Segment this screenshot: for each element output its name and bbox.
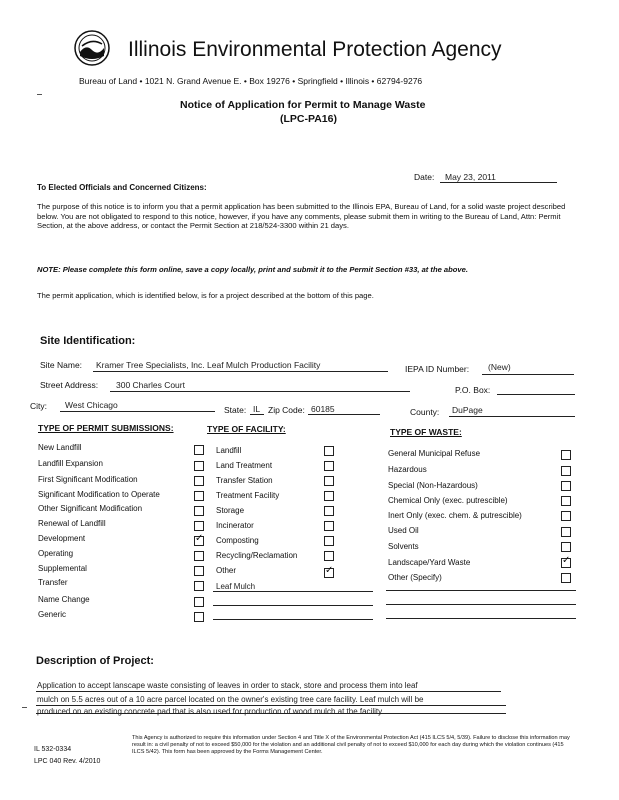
submission-label: Supplemental bbox=[38, 564, 87, 573]
waste-label: Used Oil bbox=[388, 526, 419, 535]
waste-label: Hazardous bbox=[388, 465, 427, 474]
city-value[interactable]: West Chicago bbox=[65, 400, 118, 410]
submission-label: Operating bbox=[38, 549, 74, 558]
waste-label: Special (Non-Hazardous) bbox=[388, 481, 478, 490]
zip-value[interactable]: 60185 bbox=[311, 404, 335, 414]
blank-line bbox=[386, 604, 576, 605]
permit-description-text: The permit application, which is identified below, is for a project described at the bottom of this page. bbox=[37, 291, 374, 300]
submission-checkbox[interactable] bbox=[194, 445, 204, 455]
note-text: NOTE: Please complete this form online, save a copy locally, print and submit it to the Permit Section #33, at the above. bbox=[37, 265, 468, 274]
iepa-id-label: IEPA ID Number: bbox=[405, 364, 470, 374]
city-label: City: bbox=[30, 401, 47, 411]
state-label: State: bbox=[224, 405, 247, 415]
city-line bbox=[60, 411, 215, 412]
agency-address: Bureau of Land • 1021 N. Grand Avenue E. • Box 19276 • Springfield • Illinois • 62794-9276 bbox=[79, 76, 423, 86]
facility-checkbox[interactable] bbox=[324, 551, 334, 561]
description-line: produced on an existing concrete pad that is also used for production of wood mulch at the facility. bbox=[37, 707, 384, 716]
submission-checkbox[interactable] bbox=[194, 521, 204, 531]
agency-name: Illinois Environmental Protection Agency bbox=[128, 38, 502, 61]
legal-notice: This Agency is authorized to require this information under Section 4 and Title X of the Environmental Protection Act (415 ILCS 5/4, 5/39). Failure to disclose this information may result in: a civil penalty of not to exceed $50,000 for the violation and an additional civil penalty of not to exceed $10,000 for each day during which the violation continues (415 ILCS 5/42). This form has been approved by the Forms Management Center. bbox=[132, 735, 570, 755]
iepa-id-value[interactable]: (New) bbox=[488, 362, 511, 372]
waste-label: Solvents bbox=[388, 542, 419, 551]
state-value[interactable]: IL bbox=[253, 404, 261, 414]
description-heading: Description of Project: bbox=[36, 655, 154, 667]
date-value: May 23, 2011 bbox=[445, 172, 496, 182]
submission-checkbox[interactable] bbox=[194, 581, 204, 591]
submission-checkbox[interactable] bbox=[194, 597, 204, 607]
site-name-label: Site Name: bbox=[40, 360, 83, 370]
submission-checkbox[interactable] bbox=[194, 476, 204, 486]
county-value[interactable]: DuPage bbox=[452, 405, 483, 415]
submission-checkbox[interactable] bbox=[194, 566, 204, 576]
submission-label: Transfer bbox=[38, 578, 68, 587]
form-subtitle: (LPC-PA16) bbox=[280, 113, 337, 125]
facility-label: Recycling/Reclamation bbox=[216, 551, 298, 560]
facility-checkbox[interactable] bbox=[324, 506, 334, 516]
facility-heading: TYPE OF FACILITY: bbox=[207, 424, 286, 434]
facility-checkbox[interactable] bbox=[324, 446, 334, 456]
waste-label: General Municipal Refuse bbox=[388, 449, 481, 458]
street-line bbox=[110, 391, 410, 392]
description-underline bbox=[36, 705, 506, 706]
facility-label: Incinerator bbox=[216, 521, 254, 530]
facility-other-line bbox=[213, 591, 373, 592]
waste-label: Inert Only (exec. chem. & putrescible) bbox=[388, 511, 522, 520]
pobox-line bbox=[497, 394, 575, 395]
margin-mark bbox=[37, 94, 42, 95]
facility-label: Storage bbox=[216, 506, 245, 515]
submission-label: Generic bbox=[38, 610, 67, 619]
description-line: Application to accept lanscape waste consisting of leaves in order to stack, store and process them into leaf bbox=[37, 681, 418, 690]
date-line bbox=[440, 182, 557, 183]
form-revision: LPC 040 Rev. 4/2010 bbox=[34, 758, 101, 765]
site-name-value[interactable]: Kramer Tree Specialists, Inc. Leaf Mulch Production Facility bbox=[96, 360, 321, 370]
street-label: Street Address: bbox=[40, 380, 99, 390]
waste-heading: TYPE OF WASTE: bbox=[390, 427, 462, 437]
waste-label: Other (Specify) bbox=[388, 573, 442, 582]
intro-paragraph: The purpose of this notice is to inform you that a permit application has been submitted to the Illinois EPA, Bureau of Land, for a solid waste project described below. You are not obligated to respond to this notice, however, if you have any comments, please submit them in writing to the Bureau of Land, Attn: Permit Section, at the above address, or contact the Permit Section at 218/524-3300 within 21 days. bbox=[37, 202, 566, 230]
check-mark-icon: ✓ bbox=[195, 533, 204, 544]
facility-checkbox[interactable] bbox=[324, 491, 334, 501]
facility-label: Landfill bbox=[216, 446, 242, 455]
zip-label: Zip Code: bbox=[268, 405, 305, 415]
submission-label: Other Significant Modification bbox=[38, 504, 143, 513]
state-line bbox=[250, 414, 264, 415]
pobox-label: P.O. Box: bbox=[455, 385, 491, 395]
facility-label: Other bbox=[216, 566, 237, 575]
submission-label: Name Change bbox=[38, 595, 90, 604]
check-mark-icon: ✓ bbox=[562, 555, 571, 566]
site-name-line bbox=[93, 371, 388, 372]
salutation: To Elected Officials and Concerned Citizens: bbox=[37, 183, 207, 192]
submission-label: Landfill Expansion bbox=[38, 459, 103, 468]
county-line bbox=[449, 416, 575, 417]
facility-label: Transfer Station bbox=[216, 476, 273, 485]
blank-line bbox=[213, 605, 373, 606]
submission-label: First Significant Modification bbox=[38, 475, 138, 484]
submission-label: Renewal of Landfill bbox=[38, 519, 106, 528]
waste-checkbox[interactable] bbox=[561, 466, 571, 476]
submission-label: Development bbox=[38, 534, 86, 543]
blank-line bbox=[213, 619, 373, 620]
blank-line bbox=[386, 590, 576, 591]
submission-checkbox[interactable] bbox=[194, 551, 204, 561]
facility-checkbox[interactable] bbox=[324, 476, 334, 486]
waste-checkbox[interactable] bbox=[561, 481, 571, 491]
submission-checkbox[interactable] bbox=[194, 612, 204, 622]
waste-checkbox[interactable] bbox=[561, 542, 571, 552]
submission-checkbox[interactable] bbox=[194, 491, 204, 501]
facility-checkbox[interactable] bbox=[324, 521, 334, 531]
waste-checkbox[interactable] bbox=[561, 527, 571, 537]
facility-label: Composting bbox=[216, 536, 259, 545]
facility-other-value[interactable]: Leaf Mulch bbox=[216, 582, 256, 591]
blank-line bbox=[386, 618, 576, 619]
facility-checkbox[interactable] bbox=[324, 536, 334, 546]
waste-label: Landscape/Yard Waste bbox=[388, 558, 471, 567]
form-code: IL 532-0334 bbox=[34, 746, 72, 753]
facility-checkbox[interactable] bbox=[324, 461, 334, 471]
iepa-id-line bbox=[482, 374, 574, 375]
county-label: County: bbox=[410, 407, 440, 417]
site-heading: Site Identification: bbox=[40, 335, 136, 347]
waste-checkbox[interactable] bbox=[561, 573, 571, 583]
waste-label: Chemical Only (exec. putrescible) bbox=[388, 496, 508, 505]
form-title: Notice of Application for Permit to Manage Waste bbox=[180, 99, 426, 111]
margin-mark bbox=[22, 707, 27, 708]
description-underline bbox=[36, 713, 506, 714]
check-mark-icon: ✓ bbox=[325, 565, 334, 576]
submissions-heading: TYPE OF PERMIT SUBMISSIONS: bbox=[38, 423, 174, 433]
facility-label: Land Treatment bbox=[216, 461, 273, 470]
submission-label: Significant Modification to Operate bbox=[38, 490, 160, 499]
street-value[interactable]: 300 Charles Court bbox=[116, 380, 185, 390]
waste-checkbox[interactable] bbox=[561, 511, 571, 521]
date-label: Date: bbox=[414, 172, 435, 182]
submission-checkbox[interactable] bbox=[194, 506, 204, 516]
facility-label: Treatment Facility bbox=[216, 491, 280, 500]
description-underline bbox=[36, 691, 501, 692]
waste-checkbox[interactable] bbox=[561, 496, 571, 506]
waste-checkbox[interactable] bbox=[561, 450, 571, 460]
submission-label: New Landfill bbox=[38, 443, 82, 452]
agency-seal-logo bbox=[74, 30, 110, 66]
submission-checkbox[interactable] bbox=[194, 461, 204, 471]
zip-line bbox=[308, 414, 380, 415]
description-line: mulch on 5.5 acres out of a 10 acre parcel located on the owner's existing tree care facility. Leaf mulch will be bbox=[37, 695, 424, 704]
